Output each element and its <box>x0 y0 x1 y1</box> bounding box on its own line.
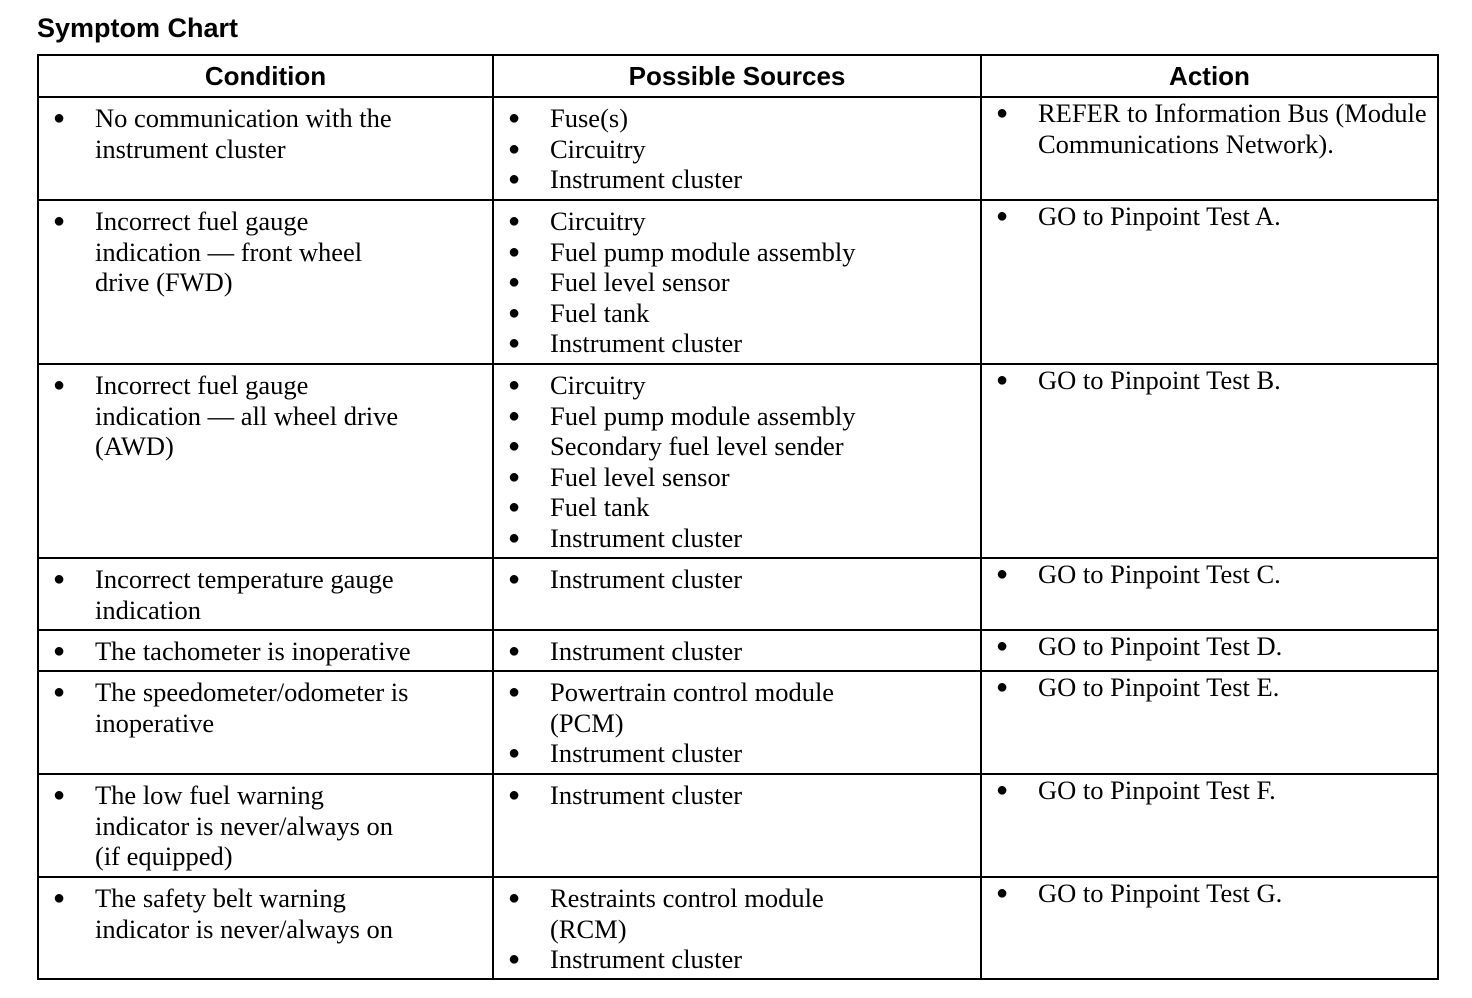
source-item <box>494 134 972 165</box>
action-cell <box>981 877 1438 979</box>
action-cell <box>981 671 1438 774</box>
bullet-icon: ● <box>53 681 66 703</box>
bullet-icon: ● <box>508 168 521 191</box>
condition-item <box>39 370 484 462</box>
bullet-icon: ● <box>996 676 1009 698</box>
action-item <box>982 631 1429 662</box>
condition-item <box>39 103 484 164</box>
bullet-icon: ● <box>508 137 521 160</box>
source-item <box>494 462 972 493</box>
table-row <box>38 671 1438 774</box>
condition-item <box>39 206 484 298</box>
action-item <box>982 672 1429 703</box>
page-title: Symptom Chart <box>37 13 239 43</box>
source-item-text: Instrument cluster <box>550 328 743 359</box>
action-item-text: GO to Pinpoint Test A. <box>1038 201 1281 231</box>
action-cell <box>981 558 1438 630</box>
bullet-icon: ● <box>53 887 66 909</box>
source-item-text: Instrument cluster <box>550 780 743 810</box>
table-row <box>38 774 1438 877</box>
action-item <box>982 878 1429 909</box>
condition-cell <box>38 877 493 979</box>
source-item-text: Fuse(s) <box>550 103 629 133</box>
condition-item-text: The tachometer is inoperative <box>95 636 411 666</box>
source-item <box>494 677 972 738</box>
table-row <box>38 630 1438 671</box>
source-item-text: Instrument cluster <box>550 738 743 769</box>
source-item-text: Instrument cluster <box>550 944 743 975</box>
action-item <box>982 201 1429 232</box>
condition-item-text: Incorrect temperature gauge indication <box>95 564 394 625</box>
bullet-icon: ● <box>53 784 66 806</box>
bullet-icon: ● <box>996 205 1009 227</box>
bullet-icon: ● <box>508 784 521 806</box>
bullet-icon: ● <box>508 681 521 703</box>
bullet-icon: ● <box>508 640 521 662</box>
table-row <box>38 97 1438 200</box>
table-row <box>38 200 1438 364</box>
sources-cell <box>493 558 981 630</box>
source-item-text: Secondary fuel level sender <box>550 431 844 462</box>
bullet-icon: ● <box>508 404 521 427</box>
header-row <box>38 55 1438 97</box>
source-item <box>494 164 972 195</box>
bullet-icon: ● <box>53 210 66 232</box>
action-item <box>982 98 1429 159</box>
bullet-icon: ● <box>508 271 521 294</box>
action-item <box>982 775 1429 806</box>
bullet-icon: ● <box>996 563 1009 585</box>
header-condition: Condition <box>38 55 493 97</box>
bullet-icon: ● <box>996 882 1009 904</box>
bullet-icon: ● <box>508 210 521 232</box>
source-item <box>494 564 972 595</box>
condition-item <box>39 564 484 625</box>
sources-cell <box>493 877 981 979</box>
bullet-icon: ● <box>508 435 521 458</box>
action-item-text: GO to Pinpoint Test F. <box>1038 775 1276 805</box>
source-item <box>494 492 972 523</box>
sources-cell <box>493 774 981 877</box>
source-item <box>494 267 972 298</box>
source-item <box>494 780 972 811</box>
source-item <box>494 944 972 975</box>
condition-cell <box>38 364 493 558</box>
condition-item-text: Incorrect fuel gauge indication — all wheel drive (AWD) <box>95 370 399 462</box>
source-item <box>494 523 972 554</box>
source-item <box>494 883 972 944</box>
bullet-icon: ● <box>508 465 521 488</box>
source-item-text: Fuel tank <box>550 297 650 328</box>
bullet-icon: ● <box>996 102 1009 124</box>
bullet-icon: ● <box>996 635 1009 657</box>
condition-item-text: Incorrect fuel gauge indication — front wheel drive (FWD) <box>95 206 363 298</box>
action-cell <box>981 364 1438 558</box>
source-item <box>494 636 972 667</box>
source-item <box>494 431 972 462</box>
source-item-text: Instrument cluster <box>550 564 743 594</box>
header-action: Action <box>981 55 1438 97</box>
source-item <box>494 298 972 329</box>
sources-cell <box>493 200 981 364</box>
source-item-text: Circuitry <box>550 206 646 236</box>
action-item-text: GO to Pinpoint Test C. <box>1038 559 1281 589</box>
bullet-icon: ● <box>53 640 66 662</box>
source-item-text: Fuel pump module assembly <box>550 400 856 431</box>
header-possible-sources: Possible Sources <box>493 55 981 97</box>
source-item-text: Restraints control module (RCM) <box>550 883 824 944</box>
action-item-text: GO to Pinpoint Test B. <box>1038 365 1281 395</box>
source-item <box>494 237 972 268</box>
action-item-text: GO to Pinpoint Test G. <box>1038 878 1283 908</box>
sources-cell <box>493 630 981 671</box>
sources-cell <box>493 671 981 774</box>
bullet-icon: ● <box>508 496 521 519</box>
bullet-icon: ● <box>508 948 521 971</box>
condition-item <box>39 883 484 944</box>
bullet-icon: ● <box>53 374 66 396</box>
source-item-text: Instrument cluster <box>550 522 743 553</box>
condition-cell <box>38 200 493 364</box>
sources-cell <box>493 364 981 558</box>
source-item <box>494 401 972 432</box>
bullet-icon: ● <box>508 332 521 355</box>
condition-item-text: The safety belt warning indicator is never/always on <box>95 883 394 944</box>
action-cell <box>981 97 1438 200</box>
condition-cell <box>38 97 493 200</box>
condition-item-text: The low fuel warning indicator is never/always on (if equipped) <box>95 780 394 872</box>
action-item <box>982 365 1429 396</box>
source-item <box>494 328 972 359</box>
bullet-icon: ● <box>508 568 521 590</box>
symptom-table <box>37 54 1439 980</box>
source-item <box>494 370 972 401</box>
source-item-text: Instrument cluster <box>550 636 743 666</box>
source-item <box>494 103 972 134</box>
bullet-icon: ● <box>508 742 521 765</box>
bullet-icon: ● <box>508 374 521 396</box>
condition-cell <box>38 630 493 671</box>
source-item-text: Fuel level sensor <box>550 267 730 298</box>
action-item-text: GO to Pinpoint Test D. <box>1038 631 1283 661</box>
action-item <box>982 559 1429 590</box>
source-item <box>494 206 972 237</box>
source-item-text: Fuel tank <box>550 492 650 523</box>
source-item-text: Powertrain control module (PCM) <box>550 677 835 738</box>
condition-item <box>39 677 484 738</box>
table-row <box>38 558 1438 630</box>
action-cell <box>981 200 1438 364</box>
bullet-icon: ● <box>996 369 1009 391</box>
source-item-text: Fuel level sensor <box>550 461 730 492</box>
condition-item-text: The speedometer/odometer is inoperative <box>95 677 409 738</box>
condition-item-text: No communication with the instrument cluster <box>95 103 392 164</box>
condition-item <box>39 780 484 872</box>
bullet-icon: ● <box>508 240 521 263</box>
condition-item <box>39 636 484 667</box>
table-body <box>38 97 1438 979</box>
source-item-text: Circuitry <box>550 370 646 400</box>
condition-cell <box>38 774 493 877</box>
action-cell <box>981 630 1438 671</box>
source-item-text: Instrument cluster <box>550 164 743 195</box>
bullet-icon: ● <box>53 568 66 590</box>
source-item-text: Fuel pump module assembly <box>550 236 856 267</box>
condition-cell <box>38 558 493 630</box>
bullet-icon: ● <box>53 107 66 129</box>
source-item <box>494 738 972 769</box>
action-item-text: REFER to Information Bus (Module Communications Network). <box>1038 98 1427 159</box>
bullet-icon: ● <box>508 887 521 909</box>
bullet-icon: ● <box>508 107 521 129</box>
bullet-icon: ● <box>996 779 1009 801</box>
action-cell <box>981 774 1438 877</box>
action-item-text: GO to Pinpoint Test E. <box>1038 672 1280 702</box>
source-item-text: Circuitry <box>550 133 646 164</box>
table-row <box>38 364 1438 558</box>
condition-cell <box>38 671 493 774</box>
bullet-icon: ● <box>508 301 521 324</box>
table-row <box>38 877 1438 979</box>
bullet-icon: ● <box>508 526 521 549</box>
sources-cell <box>493 97 981 200</box>
